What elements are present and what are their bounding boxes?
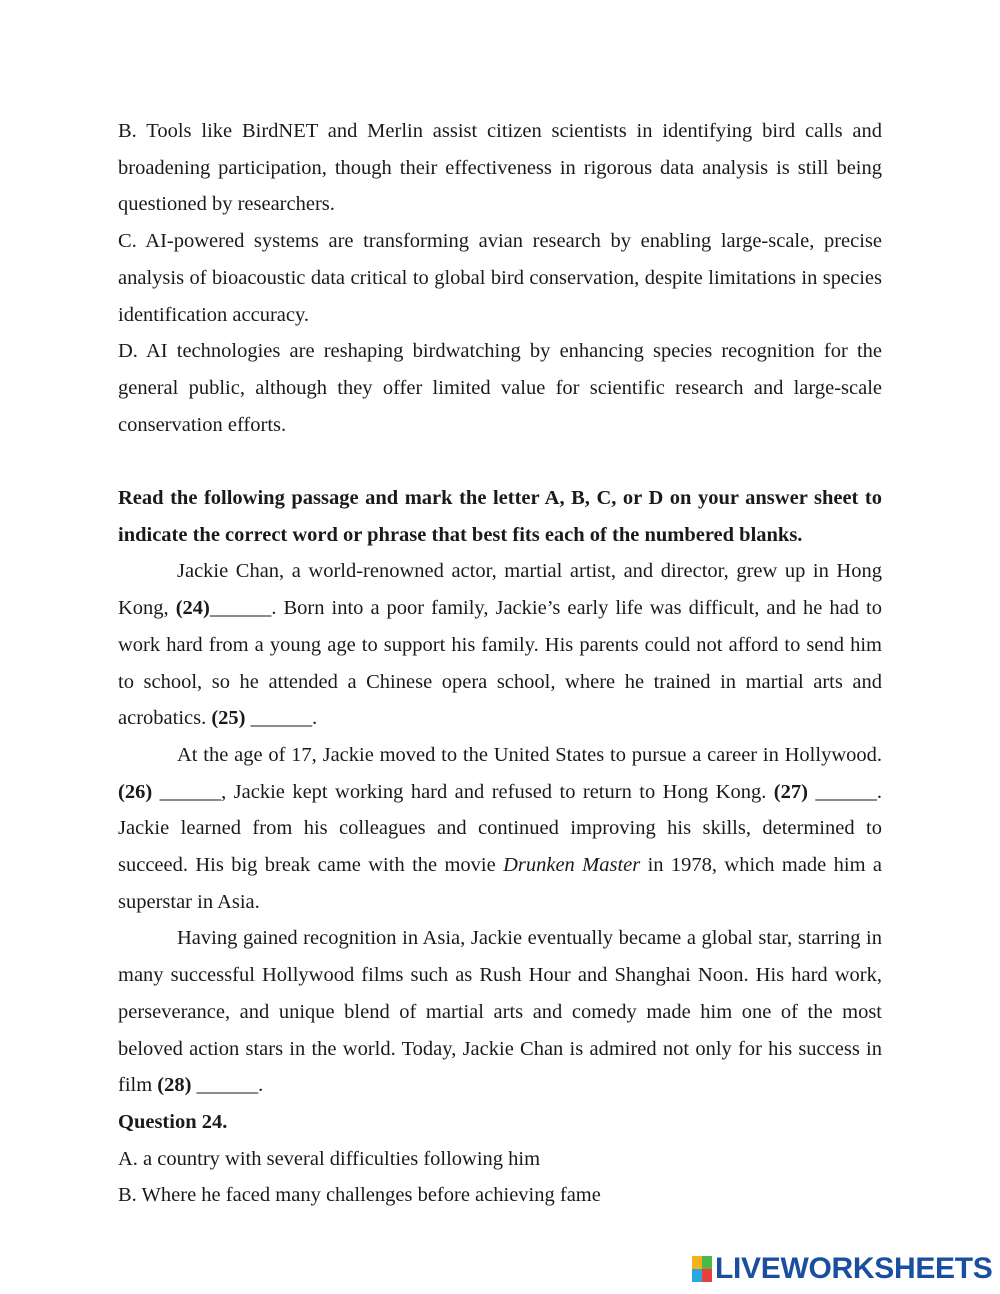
logo-text: LIVEWORKSHEETS [715,1252,993,1285]
blank-24: (24) [175,597,210,620]
passage-paragraph-1: Jackie Chan, a world-renowned actor, martial artist, and director, grew up in Hong Kong, (24)______. Born into a poor family, Jackie’s early life was difficult, and he had to work hard from a young age to support his family. His parents could not afford to send him to school, so he attended a Chinese opera school, where he trained in martial arts and acrobatics. (25) ______. [118,560,882,730]
question-title: Question 24. [118,1110,228,1133]
summary-option-c: C. AI-powered systems are transforming avian research by enabling large-scale, precise analysis of bioacoustic data critical to global bird conservation, despite limitations in species identification accuracy. [118,230,882,326]
liveworksheets-logo [692,1254,993,1284]
blank-28: (28) [157,1074,192,1097]
spacer [118,443,882,480]
logo-mark-icon [692,1256,712,1282]
passage-paragraph-3: Having gained recognition in Asia, Jackie eventually became a global star, starring in many successful Hollywood films such as Rush Hour and Shanghai Noon. His hard work, perseverance, and unique blend of martial arts and comedy made him one of the most beloved action stars in the world. Today, Jackie Chan is admired not only for his success in film (28) ______. [118,927,882,1097]
summary-option-d: D. AI technologies are reshaping birdwatching by enhancing species recognition for the general public, although they offer limited value for scientific research and large-scale conservation efforts. [118,340,882,436]
summary-option-b: B. Tools like BirdNET and Merlin assist citizen scientists in identifying bird calls and broadening participation, though their effectiveness in rigorous data analysis is still being questioned by researchers. [118,120,882,216]
blank-25: (25) [211,707,246,730]
passage-paragraph-2: At the age of 17, Jackie moved to the United States to pursue a career in Hollywood. (26) ______, Jackie kept working hard and refused to return to Hong Kong. (27) ______. Jackie learned from his colleagues and continued improving his skills, determined to succeed. His big break came with the movie Drunken Master in 1978, which made him a superstar in Asia. [118,743,882,913]
blank-27: (27) [773,780,808,803]
question-option-a[interactable]: A. a country with several difficulties following him [118,1147,541,1170]
question-option-b[interactable]: B. Where he faced many challenges before achieving fame [118,1184,601,1207]
movie-title: Drunken Master [503,854,641,877]
section-instruction: Read the following passage and mark the letter A, B, C, or D on your answer sheet to indicate the correct word or phrase that best fits each of the numbered blanks. [118,487,882,546]
blank-26: (26) [118,780,153,803]
worksheet-page [118,113,882,1214]
